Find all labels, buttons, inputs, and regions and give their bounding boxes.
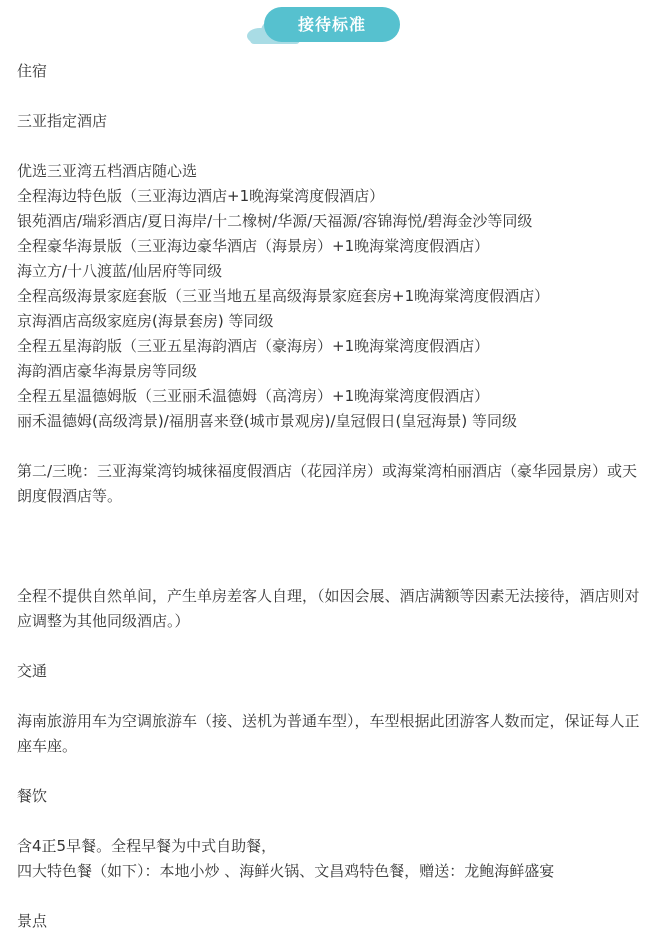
stay-option: 优选三亚湾五档酒店随心选 xyxy=(17,162,198,180)
stay-heading: 住宿 xyxy=(17,62,48,80)
stay-option: 全程五星温德姆版（三亚丽禾温德姆（高湾房）+1晚海棠湾度假酒店） xyxy=(17,387,490,405)
stay-option: 海立方/十八渡蓝/仙居府等同级 xyxy=(17,262,223,280)
stay-option: 海韵酒店豪华海景房等同级 xyxy=(17,362,198,380)
transport-heading: 交通 xyxy=(17,662,48,680)
section-title: 接待标准 xyxy=(264,7,400,42)
stay-note: 全程不提供自然单间，产生单房差客人自理，（如因会展、酒店满额等因素无法接待，酒店则对应调整为其他同级酒店。） xyxy=(17,587,640,630)
stay-option: 丽禾温德姆(高级湾景)/福朋喜来登(城市景观房)/皇冠假日(皇冠海景) 等同级 xyxy=(17,412,517,430)
meals-heading: 餐饮 xyxy=(17,787,48,805)
meals-line: 含4正5早餐。全程早餐为中式自助餐， xyxy=(17,837,277,855)
stay-option: 全程豪华海景版（三亚海边豪华酒店（海景房）+1晚海棠湾度假酒店） xyxy=(17,237,490,255)
stay-hotel: 三亚指定酒店 xyxy=(17,112,108,130)
section-header xyxy=(0,0,663,48)
stay-option: 全程五星海韵版（三亚五星海韵酒店（豪海房）+1晚海棠湾度假酒店） xyxy=(17,337,490,355)
stay-option: 银苑酒店/瑞彩酒店/夏日海岸/十二橡树/华源/天福源/容锦海悦/碧海金沙等同级 xyxy=(17,212,533,230)
stay-nights-2-3: 第二/三晚：三亚海棠湾钧城徕福度假酒店（花园洋房）或海棠湾柏丽酒店（豪华园景房）或天朗度假酒店等。 xyxy=(17,462,638,505)
stay-option: 全程海边特色版（三亚海边酒店+1晚海棠湾度假酒店） xyxy=(17,187,385,205)
sights-heading: 景点 xyxy=(17,912,48,930)
stay-option: 京海酒店高级家庭房(海景套房) 等同级 xyxy=(17,312,274,330)
transport-text: 海南旅游用车为空调旅游车（接、送机为普通车型），车型根据此团游客人数而定，保证每人正座车座。 xyxy=(17,712,640,755)
meals-line: 四大特色餐（如下）：本地小炒 、海鲜火锅、文昌鸡特色餐，赠送：龙鲍海鲜盛宴 xyxy=(17,862,555,880)
stay-option: 全程高级海景家庭套版（三亚当地五星高级海景家庭套房+1晚海棠湾度假酒店） xyxy=(17,287,550,305)
reception-standard-content xyxy=(17,59,649,934)
